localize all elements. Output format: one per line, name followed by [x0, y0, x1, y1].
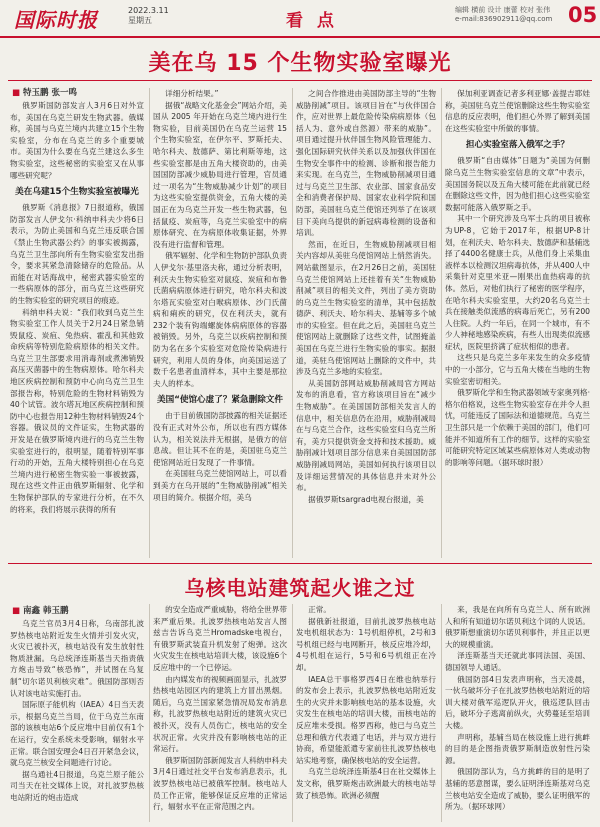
email-line: e-mail:836902911@qq.com	[455, 15, 553, 23]
subheading: 美国“使馆心虚了？紧急删除文件	[157, 395, 283, 406]
article2-byline	[12, 604, 69, 616]
paragraph: 由内媒发布的视频画面显示，扎波罗热核电站园区内的建筑上方冒出黑烟。随后，乌克兰国家紧急情况局发布消息称，扎波罗热核电站附近的建筑火灾已被扑灭，没有人员伤亡，核电站的安全状况正常。火灾并没有影响核电站的正常运行。	[153, 674, 287, 754]
date-text: 2022.3.11	[128, 6, 169, 15]
paragraph: 的安全造成严重威胁，将给全世界带来严重后果。扎波罗热核电站发言人图兹吉告诉乌克兰Hromadske电视台，有俄罗斯武装直升机发射了炮弹。这次火灾发生在核电站培训大楼，该设施6个反应堆中的一个已停运。	[153, 605, 287, 672]
paragraph: 俄国防部认为，乌方挑衅的目的是明了基辅的恶意图谋，要么证明泽连斯基对乌克兰核电站安全造成了威胁，要么证明俄军的所为。（据环球网）	[445, 767, 590, 812]
column-divider	[292, 88, 293, 558]
paragraph: 乌克兰总统泽连斯基4日在社交媒体上发文称，俄罗斯炮击欧洲最大的核电站导致了核恐怖。欧洲必须醒	[296, 767, 436, 800]
paragraph: 其中一个研究涉及乌军士兵的项目被称为UP-8，它始于2017年，根据UP-8计划，在利沃夫、哈尔科夫、敖德萨和基辅选择了4400名健康士兵，从他们身上采集血液样本以检测汉坦病毒抗体，并从400人中采集针对克里米亚—刚果出血热病毒的抗体。然后，对他们执行了秘密的医学程序，在哈尔科夫实验室里，大约20名乌克兰士兵在接触类似流感的病毒后死亡，另有200人住院。人约一年后，在同一个城市，有不少人神秘地感染疾病，有些人出现类似流感症状，医院里挤满了症状相似的患者。	[445, 214, 590, 351]
paragraph: 俄国防部4日发表声明称，当天凌晨，一伙乌破坏分子在扎波罗热核电站附近的培训大楼对俄军巡逻队开火，俄巡逻队回击后，破坏分子逃离前纵火，火势蔓延至培训大楼。	[445, 674, 590, 730]
section-title: 看 点	[286, 11, 338, 31]
paragraph: 这些只是乌克兰多年来发生的众多疫情中的一小部分，它与五角大楼在当地的生物实验室密切相关。	[445, 353, 590, 386]
paragraph: 俄罗斯化学和生物武器领域专家奥列格·格尔伯格说，这些生物实验室存在并令人担忧，可能违反了国际法和道德规范。乌克兰卫生部只是一个依赖于美国的部门，他们可能并不知道所有工作的细节。这样的实验室可能研究特定区域某些病原体对人类或动物的影响等问题。（据环球时报）	[445, 388, 590, 467]
column-divider	[441, 88, 442, 558]
paragraph: 来，我是在向所有乌克兰人、所有欧洲人和所有知道切尔诺贝利这个词的人说话。俄罗斯想重演切尔诺贝利事件，并且正以更大的规模重演。	[445, 605, 590, 649]
square-bullet-icon: ■	[12, 88, 21, 98]
paragraph: 科纳申科夫说：“我们收到乌克兰生物实验室工作人员关于2月24日紧急销毁鼠疫、炭疽、兔热病、霍乱和其他致命疾病等特别危险病原体的相关文件。乌克兰卫生部要求用消毒剂或煮沸销毁高压灭菌器中的生物病原体。哈尔科夫地区疾病控制和预防中心向乌克兰卫生部报告称，特别危险的生物材料销毁为40个试管。波尔塔瓦地区疾病控制和预防中心也报告用12种生物材料销毁24个容器。俄议员的文件证实，生物武器的开发是在俄罗斯境内进行的乌克兰生物实验室进行的，很明显，随着特别军事行动的开始，五角大楼特别担心在乌克兰境内进行秘密生物实验一事被披露，现在这些文件正由俄罗斯辐射、化学和生物保护部队的专家进行分析，在不久的将来，我们将展示获得的所有	[10, 307, 144, 514]
article2-column-1	[10, 618, 144, 822]
article2-column-4	[445, 604, 590, 822]
paragraph: 据俄罗斯tsargrad电视台报道，美	[308, 494, 424, 504]
byline-authors: 特玉鹏 张一鸣	[23, 88, 77, 98]
page-number: 05	[568, 3, 598, 27]
paragraph: 保加利亚调查记者多利亚娜·盖提吉耶娃称，美国驻乌克兰使馆删除这些生物实验室信息的反应表明，他们担心外界了解到美国在这些实验室中所做的事情。	[445, 89, 590, 133]
subheading: 美在乌建15个生物实验室被曝光	[15, 187, 139, 198]
paragraph: 然而，在近日，生物威胁削减项目相关内容却从美驻乌使馆网站上悄然消失。网站截图显示，在2月26日之前，美国驻乌克兰使馆网站上还挂着有关“生物威胁削减”项目的相关文件，列出了美方资助的乌克兰生物实验室的清单，其中包括敖德萨、利沃夫、哈尔科夫、基辅等多个城市的实验室。但在此之后，美国驻乌克兰使馆网站上就删除了这些文件，试图掩盖美国在乌克兰进行生物实验的事实。据报道，美驻乌使馆网站上删除的文件中，共涉及乌克兰多地的实验室。	[296, 239, 436, 377]
column-divider	[149, 88, 150, 558]
paragraph: 之间合作推进由美国防部主导的“生物威胁削减”项目。该项目旨在“与伙伴国合作，应对世界上最危险传染病病原体（包括人为、意外或自然源）带来的威胁”。项目通过提升伙伴国生物风险管理能力、强化国际研究伙伴关系以及加强伙伴国在生物安全事件中的检测、诊断和报告能力来实现。在乌克兰，生物威胁削减项目通过与乌克兰卫生部、农业部、国家食品安全和消费者保护局、国家农业科学院和国防部，美国驻乌克兰使馆还列举了在该项目下美向乌提供的新冠病毒检测的设备和培训。	[296, 89, 436, 238]
article1-column-1	[10, 100, 144, 558]
article2-column-3	[296, 604, 436, 822]
headline-rule	[8, 80, 592, 81]
issue-date	[128, 6, 169, 26]
paragraph: 俄罗斯国防部新闻发言人科纳申科夫3月4日通过社交平台发布消息表示，扎波罗热核电站已被俄军控制。核电站人员工作正常，能够保证反应堆的正常运行，辐射水平在正常范围之内。	[153, 755, 287, 812]
paragraph: 据乌通社4日报道，乌克兰原子能公司当天在社交媒体上说，对扎波罗热核电站附近的炮击造成	[10, 769, 144, 802]
paragraph: 俄罗斯国防部发言人3月6日对外宣布，美国在乌克兰研发生物武器。俄媒称，美国与乌克兰境内共建立15个生物实验室，分布在乌克兰的多个重要城市。美国为什么要在乌克兰建这么多生物实验室，这些秘密的实验室又在从事哪些研究呢？	[10, 101, 144, 180]
paragraph: 泽连斯基当天还就此事同法国、美国、德国领导人通话。	[445, 651, 590, 672]
column-divider	[149, 604, 150, 822]
article2-headline: 乌核电站建筑起火谁之过	[184, 576, 416, 600]
byline-authors: 南鑫 韩玉鹏	[23, 606, 69, 616]
square-bullet-icon: ■	[12, 606, 21, 616]
paragraph: 由于目前俄国防部披露的相关证据还没有正式对外公布，所以也有西方媒体认为，相关说法并无根据，是俄方的信息战。但让其不在的是，美国驻乌克兰使馆网站近日发现了一件事情。	[153, 411, 287, 467]
article1-column-4	[445, 88, 590, 558]
article1-column-2	[153, 88, 287, 558]
editors-line: 编辑 横前 设计 康蕾 校对 张伟	[455, 6, 551, 14]
article-separator	[8, 563, 592, 564]
paragraph: 据俄新社报道，目前扎波罗热核电站发电机组状态为：1号机组停机，2号和3号机组已经与电网断开，核反应堆冷却，4号机组在运行，5号和6号机组正在冷却。	[296, 616, 436, 672]
article1-headline: 美在乌 15 个生物实验室曝光	[148, 51, 452, 76]
paragraph: 正常。	[308, 605, 331, 614]
editors-info	[455, 6, 552, 24]
paragraph: 乌克兰官员3月4日称，乌南部扎波罗热核电站附近发生火情并引发火灾，火灾已被扑灭，核电站没有发生放射性物质泄漏。乌总统泽连斯基当天指责俄方炮击导致“核恐怖”，并试图在乌复制“切尔诺贝利核灾难”。俄国防部则否认对该电站实施打击。	[10, 619, 144, 698]
paragraph: IAEA总干事格罗西4日在维也纳举行的发布会上表示，扎波罗热核电站附近发生的火灾并未影响核电站的基本设施，火灾发生在核电站的培训大楼，而核电站的反应堆未受损。格罗西称，他已与乌克兰总理和俄方代表通了电话，并与双方进行协商，希望能派遣专家前往扎波罗热核电站实地考察，确保核电站的安全运营。	[296, 674, 436, 765]
paragraph: 在美国驻乌克兰使馆网站上，可以看到美方在乌开展的“生物威胁削减”相关项目的简介。根据介绍，美乌	[153, 469, 287, 502]
paragraph: 俄军辐射、化学和生物防护部队负责人伊戈尔·基里洛夫称，通过分析表明，利沃夫生物实验室对鼠疫、炭疽和布鲁氏菌病病原体进行研究，哈尔科夫和波尔塔瓦实验室对白喉病原体、沙门氏菌病和痢疾的研究，仅在利沃夫，就有232个装有钩端螺旋体病病原体的容器被销毁。另外，乌克兰以疾病控制和预防为名在多个实验室对危险传染病进行研究，利用人员的身体，向美国运送了数千名患者血清样本，其中主要是那拉夫人的样本。	[153, 251, 287, 388]
paragraph: 据俄“战略文化基金会”网站介绍，美国从 2005 年开始在乌克兰境内进行生物实验，目前美国仍在乌克兰运营 15 个生物实验室，在伊尔平、罗斯托夫、哈尔科夫、敖德萨、第比利斯等地，这些实验室都是由五角大楼资助的，由美国国防部减少威胁局进行管理，官员通过一项名为“生物威胁减少计划”的项目为这些实验室提供资金，五角大楼的美国正在为乌克兰开发一些生物武器，包括鼠疫、炭疽等，乌克兰实验室中的病原体研究、在为病原体收集证据，外界没有进行监督和管理。	[153, 100, 287, 249]
masthead	[0, 0, 600, 38]
newspaper-title: 国际时报	[14, 8, 98, 32]
paragraph: 俄罗斯《消息报》7日报道称，俄国防部发言人伊戈尔·科纳申科夫少将6日表示，为防止美国和乌克兰违反联合国《禁止生物武器公约》的事实被揭露，乌克兰卫生部向所有生物实验室发出指令，要求其紧急清除储存的危险品。从而能在对话海战中，秘密武器实验室的一些病原体的部分，而乌克兰这些研究的生物实验室的研究项目的痕迹。	[10, 203, 144, 305]
article2-column-2	[153, 604, 287, 822]
paragraph: 国际原子能机构（IAEA）4日当天表示，根据乌克兰当局，位于乌克兰东南部的该核电站6个反应堆中目前仅有1个在运行，安全系统未受影响，辐射水平正常。联合国安理会4日召开紧急会议，就乌克兰核安全问题进行讨论。	[10, 700, 144, 768]
paragraph: 从美国防部网站威胁削减局官方网站发布的消息看，官方称该项目旨在“减少生物威胁”。在美国国防部相关发言人的信息中，相关信息仍在沿用，威胁削减局在与乌克兰合作，这些实验室归乌克兰所有，美方只提供资金支持和技术援助。威胁削减计划项目部分信息来自美国国防部威胁削减局网站，美国如何执行该项目以及详细运营情况的具体信息并未对外公布。	[296, 378, 436, 493]
paragraph: 声明称，基辅当局在核设施上进行挑衅的目的是企图指责俄罗斯制造放射性污染源。	[445, 732, 590, 765]
subheading: 担心实验室落入俄军之手？	[465, 140, 570, 151]
paragraph: 俄罗斯“自由媒体”日题为“美国为何删除乌克兰生物实验室信息的文章”中表示，美国国务院以及五角大楼可能在此前就已经在删除这些文件，因为他们担心这些实验室数据可能落入俄罗斯之手。	[445, 156, 590, 212]
article1-column-3	[296, 88, 436, 558]
column-divider	[441, 604, 442, 822]
weekday-text: 星期五	[128, 16, 152, 25]
article1-byline	[12, 86, 77, 98]
column-divider	[292, 604, 293, 822]
paragraph: 详细分析结果。”	[165, 89, 219, 98]
